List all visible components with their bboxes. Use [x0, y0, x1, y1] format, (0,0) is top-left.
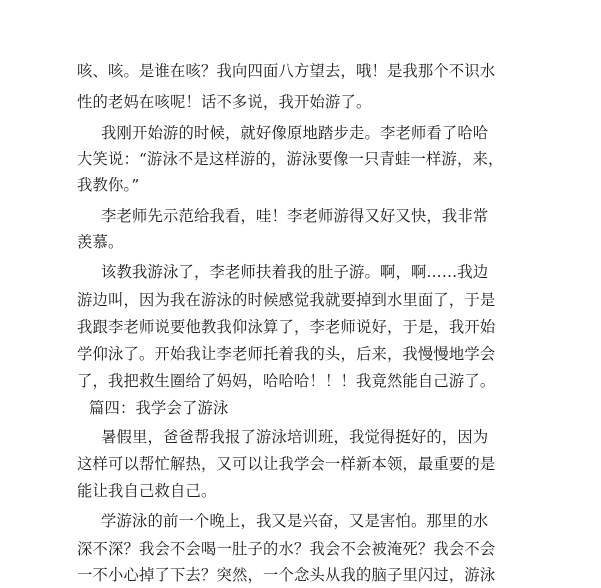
- section-heading: 篇四：我学会了游泳: [89, 399, 229, 417]
- text-line: 深不深？我会不会喝一肚子的水？我会不会被淹死？我会不会: [77, 540, 496, 558]
- text-line: 李老师先示范给我看，哇！李老师游得又好又快，我非常: [101, 207, 489, 225]
- text-line: 大笑说：“游泳不是这样游的，游泳要像一只青蛙一样游，来，: [77, 150, 504, 168]
- text-line: 学仰泳了。开始我让李老师托着我的头，后来，我慢慢地学会: [77, 345, 496, 363]
- text-line: 我刚开始游的时候，就好像原地踏步走。李老师看了哈哈: [101, 124, 489, 142]
- text-line: 该教我游泳了，李老师扶着我的肚子游。啊，啊……我边: [101, 263, 489, 281]
- text-line: 这样可以帮忙解热，又可以让我学会一样新本领，最重要的是: [77, 455, 496, 473]
- text-line: 我跟李老师说要他教我仰泳算了，李老师说好，于是，我开始: [77, 318, 496, 336]
- text-line: 能让我自己救自己。: [77, 482, 217, 500]
- text-line: 羡慕。: [77, 233, 124, 251]
- text-line: 性的老妈在咳呢！话不多说，我开始游了。: [77, 93, 372, 111]
- text-line: 游边叫，因为我在游泳的时候感觉我就要掉到水里面了，于是: [77, 291, 496, 309]
- text-line: 学游泳的前一个晚上，我又是兴奋，又是害怕。那里的水: [101, 512, 489, 530]
- text-line: 了，我把救生圈给了妈妈，哈哈哈！！！我竟然能自己游了。: [77, 372, 496, 390]
- text-line: 咳、咳。是谁在咳？我向四面八方望去，哦！是我那个不识水: [77, 62, 496, 80]
- text-line: 我教你。”: [77, 176, 140, 194]
- text-line: 一不小心掉了下去？突然，一个念头从我的脑子里闪过，游泳: [77, 566, 496, 584]
- text-line: 暑假里，爸爸帮我报了游泳培训班，我觉得挺好的，因为: [101, 428, 489, 446]
